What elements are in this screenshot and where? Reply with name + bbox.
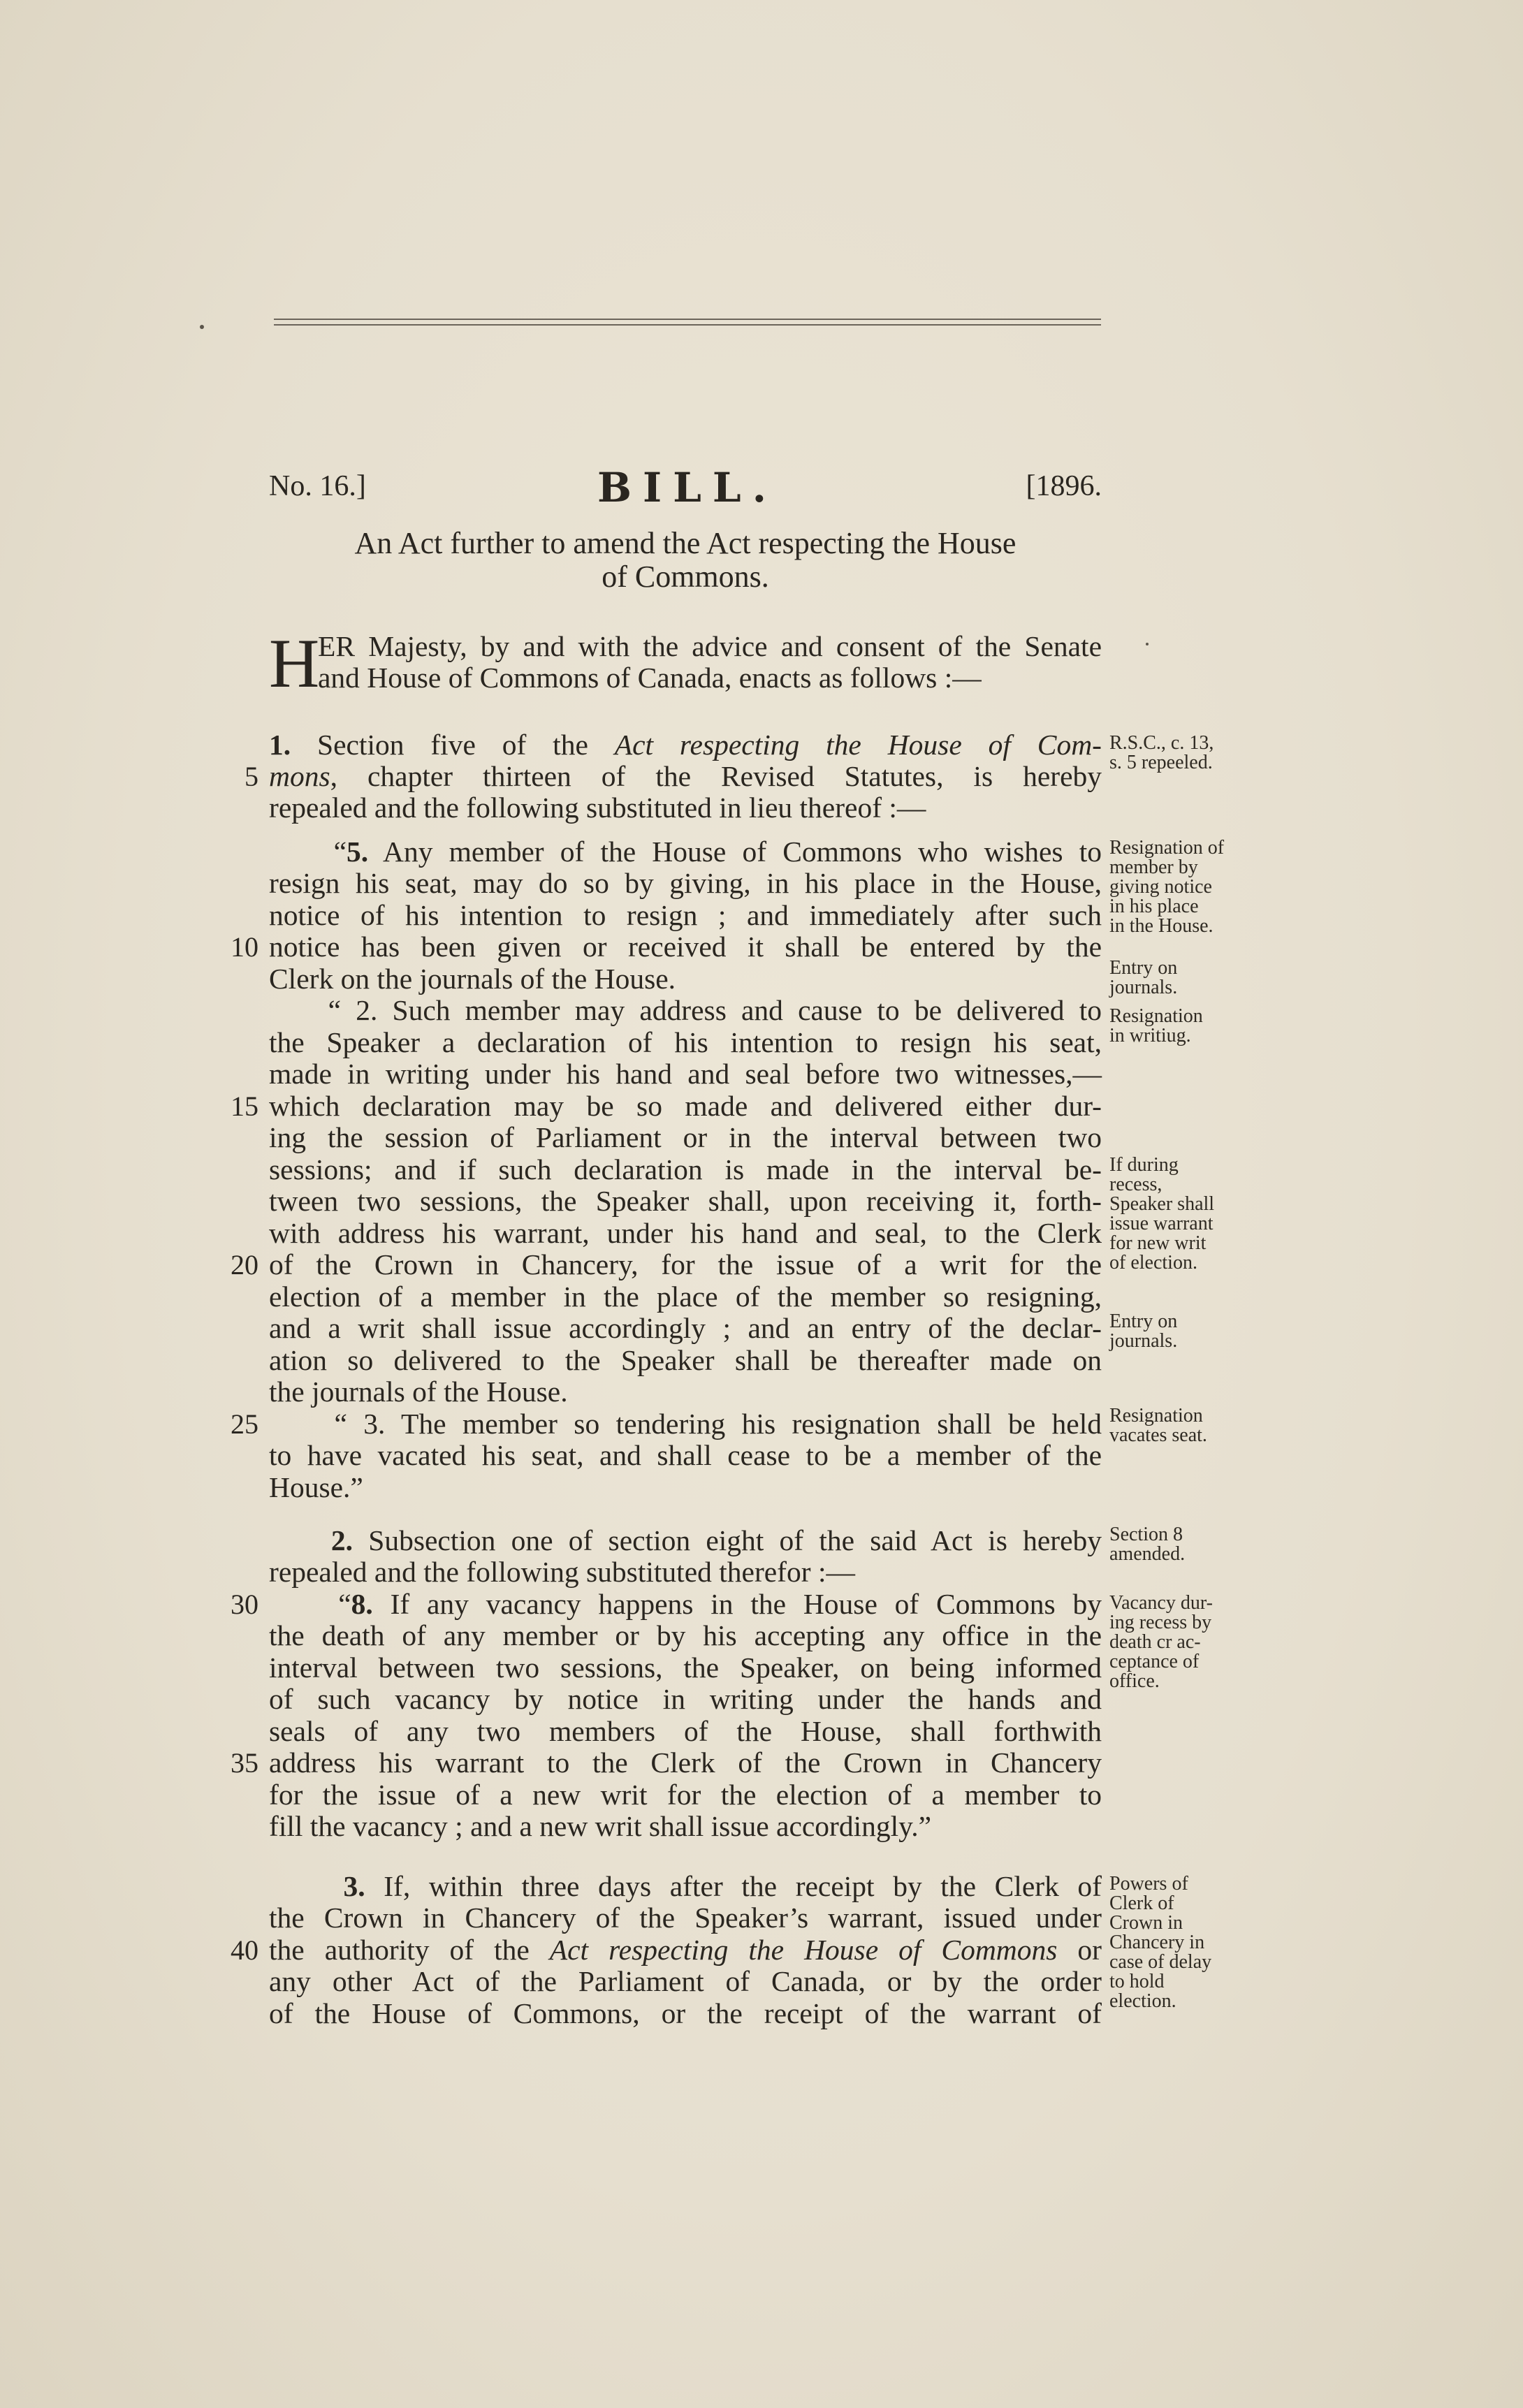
margin-note-line: If during <box>1109 1154 1179 1176</box>
body-line <box>269 1058 1102 1090</box>
body-line <box>269 1313 1102 1344</box>
body-line <box>269 792 1102 824</box>
body-line <box>269 900 1102 931</box>
margin-note-line: Vacancy dur- <box>1109 1592 1213 1614</box>
body-line-text: notice of his intention to resign ; and immediately after such <box>269 899 1102 931</box>
body-line-text: the Speaker a declaration of his intention to resign his seat, <box>269 1026 1102 1058</box>
line-number: 5 <box>245 761 258 792</box>
margin-note <box>1109 734 1249 773</box>
body-line <box>269 1716 1102 1747</box>
margin-note <box>1109 1007 1249 1046</box>
body-line <box>269 836 1102 868</box>
body-line-text: address his warrant to the Clerk of the Crown in Chancery <box>269 1746 1102 1779</box>
margin-note-line: Chancery in <box>1109 1932 1205 1953</box>
margin-note <box>1109 1525 1249 1564</box>
top-double-rule <box>274 319 1101 326</box>
body-line <box>269 1154 1102 1185</box>
body-line <box>269 1620 1102 1651</box>
body-line <box>269 1811 1102 1842</box>
margin-note-line: s. 5 repeeled. <box>1109 752 1213 773</box>
bill-heading: BILL. <box>597 464 778 511</box>
body-line-text: the authority of the Act respecting the House of Commons or <box>269 1934 1102 1966</box>
margin-note-line: Entry on <box>1109 957 1178 979</box>
margin-note-line: amended. <box>1109 1543 1186 1565</box>
margin-note-line: ing recess by <box>1109 1612 1212 1633</box>
speck <box>1146 643 1149 645</box>
body-line-text: “8. If any vacancy happens in the House of Commons by <box>269 1588 1102 1620</box>
body-line <box>269 1185 1102 1217</box>
body-line <box>269 1525 1102 1556</box>
preamble-line-1: ER Majesty, by and with the advice and consent of the Senate <box>318 630 1102 662</box>
margin-note-line: Resignation <box>1109 1405 1203 1426</box>
margin-note-line: Resignation of <box>1109 837 1225 859</box>
body-line-text: any other Act of the Parliament of Canada, or by the order <box>269 1965 1102 1997</box>
margin-note <box>1109 1312 1249 1351</box>
margin-note-line: death cr ac- <box>1109 1631 1201 1653</box>
body-line-text: repealed and the following substituted in lieu thereof :— <box>269 791 926 824</box>
margin-note-line: case of delay <box>1109 1951 1212 1973</box>
margin-note-line: journals. <box>1109 977 1178 998</box>
body-line <box>269 1652 1102 1684</box>
body-line <box>269 1376 1102 1408</box>
margin-note-line: in his place <box>1109 896 1199 917</box>
body-line <box>269 931 1102 963</box>
body-line-text: “ 2. Such member may address and cause to be delivered to <box>269 994 1102 1026</box>
margin-note-line: election. <box>1109 1990 1176 2012</box>
body-line-text: Clerk on the journals of the House. <box>269 963 676 995</box>
body-line <box>269 1779 1102 1811</box>
margin-note <box>1109 1155 1249 1273</box>
body-line <box>269 1684 1102 1715</box>
margin-note-line: of election. <box>1109 1252 1197 1274</box>
margin-note-line: for new writ <box>1109 1232 1207 1254</box>
body-line-text: “5. Any member of the House of Commons who wishes to <box>269 835 1102 868</box>
body-line-text: the Crown in Chancery of the Speaker’s warrant, issued under <box>269 1902 1102 1934</box>
body-line-text: of the House of Commons, or the receipt of the warrant of <box>269 1997 1102 2029</box>
body-line-text: for the issue of a new writ for the election of a member to <box>269 1779 1102 1811</box>
body-line-text: sessions; and if such declaration is made in the interval be- <box>269 1153 1102 1185</box>
body-line-text: and a writ shall issue accordingly ; and an entry of the declar- <box>269 1312 1102 1344</box>
body-line-text: election of a member in the place of the member so resigning, <box>269 1280 1102 1313</box>
margin-note-line: to hold <box>1109 1971 1165 1992</box>
margin-note-line: vacates seat. <box>1109 1424 1207 1446</box>
body-line <box>269 1472 1102 1503</box>
bill-header <box>269 464 1102 513</box>
line-number: 25 <box>231 1408 258 1440</box>
body-line <box>269 868 1102 899</box>
body-line <box>269 1747 1102 1779</box>
body-line <box>269 1871 1102 1902</box>
speck <box>200 325 204 329</box>
margin-note <box>1109 1874 1249 2011</box>
margin-note-line: Entry on <box>1109 1311 1178 1332</box>
margin-note-line: Section 8 <box>1109 1524 1183 1545</box>
line-number: 20 <box>231 1249 258 1280</box>
line-number: 40 <box>231 1934 258 1966</box>
body-line-text: of such vacancy by notice in writing under the hands and <box>269 1683 1102 1715</box>
margin-note <box>1109 958 1249 998</box>
line-number: 35 <box>231 1747 258 1779</box>
margin-note-line: journals. <box>1109 1330 1178 1352</box>
bill-year: [1896. <box>1026 470 1102 502</box>
margin-note-line: R.S.C., c. 13, <box>1109 732 1214 754</box>
act-title-line-2: of Commons. <box>602 560 769 594</box>
body-line <box>269 1027 1102 1058</box>
body-line-text: 2. Subsection one of section eight of the said Act is hereby <box>330 1524 1102 1556</box>
line-number: 15 <box>231 1090 258 1122</box>
body-line <box>269 1345 1102 1376</box>
line-number: 10 <box>231 931 258 963</box>
body-line <box>269 1408 1102 1440</box>
preamble-dropcap: H <box>269 625 320 702</box>
body-line-text: “ 3. The member so tendering his resignation shall be held <box>269 1408 1102 1440</box>
margin-note-line: Resignation <box>1109 1005 1203 1027</box>
body-line <box>269 1902 1102 1934</box>
body-line <box>269 1966 1102 1997</box>
margin-note-line: in writiug. <box>1109 1025 1191 1046</box>
body-line-text: seals of any two members of the House, shall forthwith <box>269 1715 1102 1747</box>
body-line <box>269 1556 1102 1588</box>
body-line <box>269 729 1102 761</box>
body-line <box>269 963 1102 995</box>
act-title <box>269 527 1102 594</box>
body-line-text: of the Crown in Chancery, for the issue of a writ for the <box>269 1248 1102 1280</box>
body-line-text: which declaration may be so made and delivered either dur- <box>269 1090 1102 1122</box>
body-line-text: fill the vacancy ; and a new writ shall issue accordingly.” <box>269 1810 932 1842</box>
margin-note-line: office. <box>1109 1670 1160 1692</box>
body-line-text: interval between two sessions, the Speaker, on being informed <box>269 1651 1102 1684</box>
body-line-text: to have vacated his seat, and shall cease to be a member of the <box>269 1439 1102 1471</box>
body-line-text: 3. If, within three days after the receipt by the Clerk of <box>343 1870 1102 1902</box>
margin-note-line: in the House. <box>1109 915 1214 937</box>
body-line <box>269 1589 1102 1620</box>
margin-note-line: member by <box>1109 856 1198 878</box>
margin-note-line: recess, <box>1109 1174 1163 1195</box>
body-line-text: House.” <box>269 1471 363 1503</box>
preamble <box>318 631 1102 694</box>
body-line <box>269 1281 1102 1313</box>
margin-note-line: issue warrant <box>1109 1213 1214 1234</box>
body-line <box>269 761 1102 792</box>
margin-note <box>1109 838 1249 936</box>
body-line-text: 1. Section five of the Act respecting the House of Com- <box>269 729 1102 761</box>
margin-note-line: Crown in <box>1109 1912 1183 1934</box>
bill-number: No. 16.] <box>269 470 366 502</box>
body-line-text: made in writing under his hand and seal before two witnesses,— <box>269 1058 1102 1090</box>
body-line-text: ation so delivered to the Speaker shall be thereafter made on <box>269 1344 1102 1376</box>
margin-note <box>1109 1593 1249 1691</box>
margin-note-line: giving notice <box>1109 876 1212 898</box>
body-line <box>269 1249 1102 1280</box>
body-line <box>269 1934 1102 1966</box>
body-line-text: repealed and the following substituted therefor :— <box>269 1556 855 1588</box>
body-line-text: mons, chapter thirteen of the Revised Statutes, is hereby <box>269 760 1102 792</box>
margin-note-line: ceptance of <box>1109 1651 1200 1672</box>
body-line-text: tween two sessions, the Speaker shall, upon receiving it, forth- <box>269 1185 1102 1217</box>
body-line-text: the journals of the House. <box>269 1376 568 1408</box>
body-line-text: ing the session of Parliament or in the interval between two <box>269 1121 1102 1153</box>
line-number: 30 <box>231 1589 258 1620</box>
margin-note <box>1109 1406 1249 1445</box>
act-title-line-1: An Act further to amend the Act respecting the House <box>354 526 1016 560</box>
body-line <box>269 1998 1102 2029</box>
body-line <box>269 1090 1102 1122</box>
body-line-text: resign his seat, may do so by giving, in his place in the House, <box>269 867 1102 899</box>
margin-note-line: Speaker shall <box>1109 1193 1215 1215</box>
margin-note-line: Clerk of <box>1109 1892 1174 1914</box>
margin-note-line: Powers of <box>1109 1873 1188 1895</box>
body-line-text: the death of any member or by his accepting any office in the <box>269 1619 1102 1651</box>
body-line <box>269 1218 1102 1249</box>
body-line <box>269 995 1102 1026</box>
preamble-line-2: and House of Commons of Canada, enacts as follows :— <box>318 662 982 694</box>
body-line-text: notice has been given or received it shall be entered by the <box>269 931 1102 963</box>
body-line <box>269 1122 1102 1153</box>
body-line-text: with address his warrant, under his hand and seal, to the Clerk <box>269 1217 1102 1249</box>
body-line <box>269 1440 1102 1471</box>
